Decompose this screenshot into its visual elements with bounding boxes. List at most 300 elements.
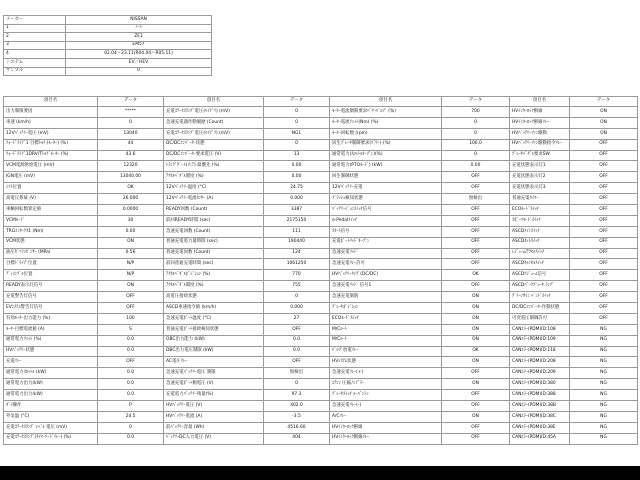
item-name-cell: 充電ｽﾃｰﾀｽﾗﾝﾌﾟ ﾚﾍﾞﾙ 電圧 (mV)	[4, 422, 98, 433]
item-value-cell: OFF	[442, 422, 510, 433]
item-value-cell: OFF	[570, 194, 638, 205]
item-value-cell: 190440	[264, 237, 330, 248]
item-name-cell: HVﾊﾞｯﾃﾘｰ電圧 (V)	[164, 401, 264, 412]
item-value-cell: ON	[570, 128, 638, 139]
table-row	[4, 433, 638, 444]
item-value-cell: 100.0	[442, 139, 510, 150]
header-item-name: 項目名	[164, 97, 264, 107]
item-name-cell: HVﾊﾞｯﾃﾘｰﾌｧﾝ駆動	[510, 128, 570, 139]
item-name-cell: ECOﾓｰﾄﾞｽｲｯﾁ	[330, 313, 442, 324]
item-name-cell: HVｲﾝﾀｰﾛｯｸ断線ﾘﾚｰ	[510, 117, 570, 128]
info-value: 0	[66, 67, 212, 76]
item-name-cell: HVﾊﾞｯﾃﾘｰ状態	[4, 346, 98, 357]
item-name-cell: 急速充電ﾊﾞｯﾃﾘｰ電圧 制限	[164, 368, 264, 379]
item-value-cell: OFF	[442, 433, 510, 444]
item-value-cell: S	[98, 324, 164, 335]
item-value-cell: 0.0000	[98, 205, 164, 216]
item-value-cell: *****	[98, 107, 164, 118]
item-name-cell: 可変電圧制御許可	[510, 313, 570, 324]
item-value-cell: OK	[442, 270, 510, 281]
item-name-cell: 普通充電回数 (Count)	[164, 248, 264, 259]
item-name-cell: 有効ﾓｰﾀｰ出力能力 (%)	[4, 313, 98, 324]
item-value-cell: 44	[98, 139, 164, 150]
item-name-cell: 急速充電ﾘﾚｰ(-)	[330, 401, 442, 412]
item-value-cell: 755	[264, 281, 330, 292]
item-name-cell: ﾚｼﾞｭｰﾑ/ｱｸｾﾙｽｲｯﾁ	[510, 248, 570, 259]
item-value-cell: 26.000	[98, 194, 164, 205]
item-value-cell: 0.0	[98, 368, 164, 379]
item-value-cell: OFF	[98, 303, 164, 314]
item-name-cell: 通常電力(PTOﾓｰﾄﾞ) (kW)	[330, 161, 442, 172]
item-name-cell: 12Vﾊﾞｯﾃﾘｰ電流ｾﾝｻｰ (A)	[164, 194, 264, 205]
header-data: データ	[570, 97, 638, 107]
item-name-cell: CANｴﾗｰ(PDM)ID:38E	[510, 422, 570, 433]
item-value-cell: OFF	[570, 226, 638, 237]
item-name-cell: ﾊﾞﾙﾌﾞ放電ﾘﾚｰ	[330, 346, 442, 357]
item-name-cell: 前回普通充電時間 (sec)	[164, 259, 264, 270]
item-value-cell: ON	[98, 281, 164, 292]
item-value-cell: 0.0	[98, 433, 164, 444]
table-row	[4, 368, 638, 379]
item-value-cell: NG	[570, 379, 638, 390]
item-name-cell: 通常電力ﾘﾐｯﾄ (%)	[4, 335, 98, 346]
item-value-cell: ON	[442, 379, 510, 390]
item-name-cell: 通常電力出力(kW)	[4, 390, 98, 401]
item-name-cell: CANｴﾗｰ(PDM)ID:38B	[510, 401, 570, 412]
item-name-cell: 充電ｽﾃｰﾀｽﾗﾝﾌﾟ(ﾀｲﾏｰﾘｰﾄﾞﾘﾚｰ) (%)	[4, 433, 98, 444]
table-row	[4, 139, 638, 150]
item-value-cell: 0	[264, 107, 330, 118]
item-value-cell: N/P	[98, 270, 164, 281]
table-row	[4, 172, 638, 183]
item-name-cell: 油圧ｶﾞｿﾘﾝｾﾞﾝｻｰ (MPa)	[4, 248, 98, 259]
item-value-cell: 無検出	[442, 194, 510, 205]
info-label: サンプル	[4, 67, 66, 76]
item-value-cell: 124	[264, 248, 330, 259]
item-value-cell: NG	[570, 401, 638, 412]
item-value-cell: OFF	[570, 270, 638, 281]
item-name-cell: ｱｸｾﾙﾍﾟﾀﾞﾙ開度 (%)	[164, 172, 264, 183]
info-value: NISSAN	[66, 16, 212, 25]
info-row	[4, 50, 212, 59]
table-row	[4, 237, 638, 248]
item-value-cell: 30	[98, 215, 164, 226]
item-value-cell: NG	[570, 422, 638, 433]
item-name-cell: OBC出力能力 (kW)	[164, 335, 264, 346]
item-value-cell: ON	[570, 117, 638, 128]
item-name-cell: 充電状態表示灯1	[510, 161, 570, 172]
item-value-cell: 0.000	[264, 303, 330, 314]
item-value-cell: NG	[570, 390, 638, 401]
item-name-cell: 充電状態表示灯3	[510, 183, 570, 194]
vehicle-info-table	[3, 15, 212, 76]
item-value-cell: 0.0	[98, 335, 164, 346]
item-value-cell: 0.00	[264, 172, 330, 183]
item-value-cell: 4516.60	[264, 422, 330, 433]
table-row	[4, 161, 638, 172]
item-value-cell: 13040	[98, 128, 164, 139]
item-name-cell: 急速充電ﾎﾟｰﾄ温度 (°C)	[164, 313, 264, 324]
table-row	[4, 194, 638, 205]
item-name-cell: VCM電源供給電圧 (mV)	[4, 161, 98, 172]
item-value-cell: 100	[98, 313, 164, 324]
info-value: ﾉｰﾄ	[66, 24, 212, 33]
item-value-cell: OFF	[442, 183, 510, 194]
item-name-cell: HVｼｽﾃﾑ状態	[330, 357, 442, 368]
item-name-cell: ﾓｰﾀｰ電流制限要求ﾊﾟﾜｰﾊﾞﾙﾌﾞ (%)	[330, 107, 442, 118]
item-value-cell: OFF	[442, 368, 510, 379]
item-value-cell: 43.6	[98, 150, 164, 161]
item-name-cell: 高電圧接続状態	[164, 292, 264, 303]
item-value-cell: 無検出	[264, 368, 330, 379]
item-value-cell: NG	[570, 411, 638, 422]
table-row	[4, 270, 638, 281]
header-data: データ	[98, 97, 164, 107]
item-name-cell: 12Vﾊﾞｯﾃﾘｰ温度 (°C)	[164, 183, 264, 194]
item-name-cell: 目標ﾄﾞﾗｲﾌﾞ位置	[4, 259, 98, 270]
item-name-cell: 充電警告灯信号	[4, 292, 98, 303]
item-value-cell: 0.0	[98, 346, 164, 357]
item-name-cell: VCMﾓｰﾄﾞ	[4, 215, 98, 226]
item-name-cell: ｽﾎﾟｰﾂﾓｰﾄﾞｽｲｯﾁ	[510, 215, 570, 226]
item-value-cell: OFF	[442, 205, 510, 216]
item-value-cell: 12320	[98, 161, 164, 172]
item-value-cell: 111	[264, 226, 330, 237]
item-name-cell: 回生制御状態	[330, 172, 442, 183]
info-value: ZE1	[66, 33, 212, 42]
table-row	[4, 226, 638, 237]
table-row	[4, 281, 638, 292]
table-row	[4, 411, 638, 422]
item-value-cell: 402.0	[264, 401, 330, 412]
item-name-cell: CANｴﾗｰ(PDM)ID:388	[510, 390, 570, 401]
item-name-cell: 急速充電ﾎﾟｰﾄ側電圧 (V)	[164, 379, 264, 390]
item-name-cell: CANｴﾗｰ(PDM)ID:118	[510, 346, 570, 357]
item-value-cell: 2175150	[264, 215, 330, 226]
item-name-cell: ﾓｰﾀｰ回転数 (rpm)	[330, 128, 442, 139]
item-value-cell: ON	[442, 357, 510, 368]
header-item-name: 項目名	[510, 97, 570, 107]
item-name-cell: 12Vﾊﾞｯﾃﾘｰ充電	[330, 183, 442, 194]
item-name-cell: M/Cﾙｰﾄ	[330, 324, 442, 335]
item-value-cell: P	[98, 401, 164, 412]
info-row	[4, 67, 212, 76]
item-name-cell: ﾌﾟﾚｰｷｽｲｯﾁ ﾙｰﾊﾟﾝﾄﾝ	[330, 390, 442, 401]
header-data: データ	[264, 97, 330, 107]
item-value-cell: OFF	[442, 259, 510, 270]
item-name-cell: ﾊﾞｯﾃﾘｰDC入力電圧 (V)	[164, 433, 264, 444]
item-value-cell: OK	[442, 346, 510, 357]
table-row	[4, 259, 638, 270]
item-name-cell: ﾓｰﾀｰ目標電流値 (A)	[4, 324, 98, 335]
table-row	[4, 401, 638, 412]
item-name-cell: DBC出力電圧制限 (kW)	[164, 346, 264, 357]
item-name-cell: ｴｱｺﾝ 圧縮ﾉﾝﾌﾞﾗｰ	[330, 379, 442, 390]
item-name-cell: 急速充電ﾘﾚｰ(+)	[330, 368, 442, 379]
item-name-cell: 通常電力(ｽﾛｯﾄﾙｵｰﾌﾟﾝ)(%)	[330, 150, 442, 161]
item-value-cell: OFF	[442, 248, 510, 259]
item-value-cell: 97.3	[264, 390, 330, 401]
table-row	[4, 324, 638, 335]
item-value-cell: OK	[98, 183, 164, 194]
item-value-cell: NG	[570, 357, 638, 368]
item-value-cell: 27	[264, 313, 330, 324]
item-value-cell: OFF	[570, 313, 638, 324]
item-name-cell: ﾀﾞｲ操作	[4, 401, 98, 412]
item-name-cell: ｱｸｾﾙﾍﾟﾀﾞﾙﾎﾟｼﾞｼｮﾝ (%)	[164, 270, 264, 281]
item-name-cell: CANｴﾗｰ(PDM)ID:45A	[510, 433, 570, 444]
item-value-cell: OFF	[570, 161, 638, 172]
item-name-cell: 普通充電ﾀｲﾏｰ	[510, 194, 570, 205]
item-name-cell: HVｲﾝﾀｰﾛｯｸ断線	[510, 107, 570, 118]
item-value-cell: 0.00	[442, 161, 510, 172]
table-row	[4, 150, 638, 161]
item-value-cell: OFF	[570, 172, 638, 183]
item-name-cell: READY回数 (Count)	[164, 205, 264, 216]
item-name-cell: 外気温 (°C)	[4, 411, 98, 422]
header-item-name: 項目名	[330, 97, 442, 107]
item-value-cell: 0	[98, 422, 164, 433]
item-name-cell: ASCD車速指令値 (km/h)	[164, 303, 264, 314]
table-row	[4, 205, 638, 216]
item-value-cell: NG	[570, 368, 638, 379]
item-value-cell: 404	[264, 433, 330, 444]
info-row	[4, 58, 212, 67]
item-value-cell: 0	[98, 117, 164, 128]
item-value-cell: OFF	[442, 172, 510, 183]
item-name-cell: 急速充電ﾘｯﾄﾞ	[330, 248, 442, 259]
item-value-cell: OFF	[570, 215, 638, 226]
item-value-cell: N/P	[98, 259, 164, 270]
item-name-cell: HVｲﾝﾀｰﾛｯｸ断線	[330, 422, 442, 433]
item-name-cell: CANｴﾗｰ(PDM)ID:38C	[510, 411, 570, 422]
info-label: 2	[4, 33, 66, 42]
item-name-cell: READY表示灯信号	[4, 281, 98, 292]
item-name-cell: ｸﾞﾘｰﾝｻｲﾝ ﾍﾞﾝﾄﾞｽｲｯﾁ	[510, 292, 570, 303]
item-name-cell: ASCDｾｯﾄｽｲｯﾁ	[510, 237, 570, 248]
table-row	[4, 390, 638, 401]
item-name-cell: 普通充電電力量時間 (sec)	[164, 237, 264, 248]
item-value-cell: ON	[570, 107, 638, 118]
item-value-cell: 0.0	[98, 390, 164, 401]
item-name-cell: ﾃﾞｨﾒﾝﾌﾞﾙ位置	[4, 270, 98, 281]
item-name-cell: 充電状態表示灯2	[510, 172, 570, 183]
table-row	[4, 292, 638, 303]
item-value-cell: ON	[98, 237, 164, 248]
item-value-cell: OFF	[570, 281, 638, 292]
item-value-cell: NG	[570, 324, 638, 335]
item-value-cell: NG1	[264, 128, 330, 139]
item-name-cell: CANｴﾗｰ(PDM)ID:109	[510, 335, 570, 346]
item-name-cell: ASCDﾊﾟｰｸﾌﾞﾚｰｷ ﾗﾝﾌﾟ	[510, 281, 570, 292]
item-value-cell: 0	[442, 150, 510, 161]
item-value-cell: ON	[442, 324, 510, 335]
info-label: 1	[4, 24, 66, 33]
table-row	[4, 346, 638, 357]
item-value-cell: 0.0	[98, 379, 164, 390]
item-value-cell: 0	[264, 292, 330, 303]
item-value-cell: OFF	[442, 401, 510, 412]
item-name-cell: HVﾊﾞｯﾃﾘｰ電流 (A)	[164, 411, 264, 422]
data-monitor-table	[3, 96, 638, 445]
item-name-cell: 車速 (km/h)	[4, 117, 98, 128]
item-value-cell: OFF	[570, 292, 638, 303]
item-value-cell: OFF	[442, 215, 510, 226]
item-name-cell: 急速充電ﾘﾚｰ許可	[330, 259, 442, 270]
table-row	[4, 335, 638, 346]
item-name-cell: ｽﾀｰﾄ信号	[330, 226, 442, 237]
item-value-cell: ON	[442, 335, 510, 346]
item-name-cell: ﾌｫｰﾄﾞﾗｲﾌﾞ1 目標ﾄﾙｸ (ﾓｰﾀｰ) (%)	[4, 139, 98, 150]
item-name-cell: 通常電力出力(kW)	[4, 379, 98, 390]
info-row	[4, 41, 212, 50]
info-row	[4, 24, 212, 33]
item-value-cell: 24.5	[98, 411, 164, 422]
table-row	[4, 128, 638, 139]
item-value-cell: OFF	[442, 281, 510, 292]
item-name-cell: ECOﾓｰﾄﾞｽｲｯﾁ	[510, 205, 570, 216]
item-name-cell: 急速充電器作動履歴 (Count)	[164, 117, 264, 128]
item-name-cell: 出力制限要因	[4, 107, 98, 118]
item-value-cell: 700	[442, 107, 510, 118]
item-name-cell: TRGｺﾝﾀｰｸﾀ1 (Nm)	[4, 226, 98, 237]
item-name-cell: 急速充電制限	[330, 292, 442, 303]
table-row	[4, 422, 638, 433]
item-value-cell: 0.00	[264, 161, 330, 172]
item-name-cell: 充電ｽﾃｰﾀｽﾗﾝﾌﾟ電圧(ﾊｲﾌﾞﾘ) (mV)	[164, 107, 264, 118]
item-name-cell: HVﾊﾞｯﾃﾘｰﾌｧﾝ駆動指令ﾘﾚｰ	[510, 139, 570, 150]
item-name-cell: DC/DCｺﾝﾊﾞｰﾀｰ状態	[164, 139, 264, 150]
item-name-cell: EVｼｽﾃﾑ警告灯信号	[4, 303, 98, 314]
table-row	[4, 183, 638, 194]
item-name-cell: 充電ﾘﾚｰ	[4, 357, 98, 368]
item-value-cell: ON	[442, 313, 510, 324]
item-value-cell: OFF	[98, 357, 164, 368]
item-value-cell: 0.000	[264, 194, 330, 205]
item-name-cell: ｼﾌﾄ位置	[4, 183, 98, 194]
item-name-cell: ASCDﾒｲﾝｽｲｯﾁ	[510, 226, 570, 237]
table-row	[4, 215, 638, 226]
item-value-cell: 0	[442, 128, 510, 139]
item-name-cell: ﾓｰﾀｰ電流ﾘﾐｯﾄ(Nm) (%)	[330, 117, 442, 128]
table-row	[4, 379, 638, 390]
item-name-cell: CANｴﾗｰ(PDM)ID:208	[510, 357, 570, 368]
item-name-cell: 急速充電回数 (Count)	[164, 226, 264, 237]
item-name-cell: ﾌｫｰﾄﾞﾗｲﾌﾞ1DRV/Tﾄﾙｸﾞﾓｰﾀｰ (%)	[4, 150, 98, 161]
item-name-cell: ﾊﾞｯﾃﾘｰｼﾞｮﾝｽｲｯﾁ信号	[330, 205, 442, 216]
item-value-cell: 0.0	[264, 346, 330, 357]
header-data: データ	[442, 97, 510, 107]
item-value-cell: OFF	[442, 237, 510, 248]
item-name-cell: ﾄﾗﾝｸﾞｹﾞｰﾄ(ﾘﾆｱ) 最優先 (%)	[164, 161, 264, 172]
item-name-cell: 充電ｽﾃｰﾀｽﾗﾝﾌﾟ電圧(ﾊｲﾌﾞﾘ) (mV)	[164, 128, 264, 139]
item-value-cell: 13040.00	[98, 172, 164, 183]
table-row	[4, 313, 638, 324]
table-row	[4, 357, 638, 368]
item-value-cell: 0	[264, 379, 330, 390]
item-value-cell: 0	[264, 139, 330, 150]
info-label: メーカー	[4, 16, 66, 25]
item-name-cell: ﾌﾞﾗｯｼｭ検知状態	[330, 194, 442, 205]
item-value-cell: OFF	[570, 183, 638, 194]
item-name-cell: CANｴﾗｰ(PDM)ID:108	[510, 324, 570, 335]
item-name-cell: e-Pedalｽｲｯﾁ	[330, 215, 442, 226]
item-value-cell: OFF	[570, 248, 638, 259]
item-name-cell: 前回READY時間 (sec)	[164, 215, 264, 226]
item-name-cell: ASCDｷｬﾝｾﾙｽｲｯﾁ	[510, 259, 570, 270]
item-value-cell: OFF	[264, 357, 330, 368]
item-name-cell: A/Cﾘﾚｰ	[330, 411, 442, 422]
item-name-cell: CANｴﾗｰ(PDM)ID:209	[510, 368, 570, 379]
item-name-cell: CANｴﾗｰ(PDM)ID:380	[510, 379, 570, 390]
item-value-cell: NG	[570, 335, 638, 346]
item-name-cell: HVﾊﾞｯﾃﾘｰﾀｲﾌﾟ(DC/DC)	[330, 270, 442, 281]
info-row	[4, 16, 212, 25]
item-value-cell: 770	[264, 270, 330, 281]
item-name-cell: 充電電力ﾊﾞｯﾃﾘｰ残量(%)	[164, 390, 264, 401]
info-value: EV／HEV	[66, 58, 212, 67]
item-value-cell: ON	[442, 303, 510, 314]
item-value-cell: OFF	[570, 303, 638, 314]
item-name-cell: 車輌回転数算定値	[4, 205, 98, 216]
item-value-cell: OFF	[442, 390, 510, 401]
item-value-cell: OFF	[570, 139, 638, 150]
item-value-cell: OFF	[570, 259, 638, 270]
header-item-name: 項目名	[4, 97, 98, 107]
item-value-cell: 0	[442, 117, 510, 128]
item-name-cell: HVｲﾝﾀｰﾛｯｸ断線ﾘﾚｰ	[330, 433, 442, 444]
info-row	[4, 33, 212, 42]
item-name-cell: DC/DCｺﾝﾊﾞｰﾀｰ作動状態	[510, 303, 570, 314]
table-row	[4, 303, 638, 314]
item-name-cell: AC電圧ﾘﾚｰ	[164, 357, 264, 368]
item-name-cell: VCM状態	[4, 237, 98, 248]
item-name-cell: ASCDﾘｼﾞｭｰﾑ信号	[510, 270, 570, 281]
info-label: 4	[4, 50, 66, 59]
item-value-cell: OFF	[570, 237, 638, 248]
item-name-cell: ﾌﾞﾚｰｷﾎﾟｼﾞｼｮﾝ	[330, 303, 442, 314]
item-name-cell: ｱｸｾﾙﾍﾟﾀﾞﾙ開度 (%)	[164, 281, 264, 292]
item-value-cell: OFF	[442, 226, 510, 237]
item-value-cell: 0.0	[264, 335, 330, 346]
item-value-cell: 1061250	[264, 259, 330, 270]
item-name-cell: ﾌﾞﾚｰｷﾍﾟﾀﾞﾙ要求SW	[510, 150, 570, 161]
item-value-cell: NG	[570, 433, 638, 444]
item-name-cell: 回生ﾌﾞﾚｰｷ制御要求(ﾊﾟﾜｰ) (%)	[330, 139, 442, 150]
item-name-cell: 前ﾊﾞｯﾃﾘｰ容量 (Wh)	[164, 422, 264, 433]
table-row	[4, 248, 638, 259]
item-value-cell: 13	[264, 150, 330, 161]
item-value-cell: 3387	[264, 205, 330, 216]
header-row	[4, 97, 638, 107]
info-label: 3	[4, 41, 66, 50]
item-value-cell: 24.75	[264, 183, 330, 194]
table-row	[4, 117, 638, 128]
info-label: システム	[4, 58, 66, 67]
item-value-cell: NG	[570, 346, 638, 357]
item-name-cell: 充電ﾎﾟｰﾄﾘｯﾄﾞｵｰﾌﾟﾝ	[330, 237, 442, 248]
item-name-cell: 通常電力ｽﾛｯﾄﾙ (kW)	[4, 368, 98, 379]
item-value-cell: ON	[442, 411, 510, 422]
item-value-cell: 0.00	[98, 226, 164, 237]
item-value-cell: OFF	[570, 205, 638, 216]
item-name-cell: 高電圧系統 (V)	[4, 194, 98, 205]
item-name-cell: M/Cﾙｰﾄ	[330, 335, 442, 346]
item-value-cell: OFF	[98, 292, 164, 303]
item-value-cell: OFF	[264, 324, 330, 335]
item-value-cell: 0.56	[98, 248, 164, 259]
item-name-cell: 普通充電ﾎﾟｰﾄ接続検知状態	[164, 324, 264, 335]
